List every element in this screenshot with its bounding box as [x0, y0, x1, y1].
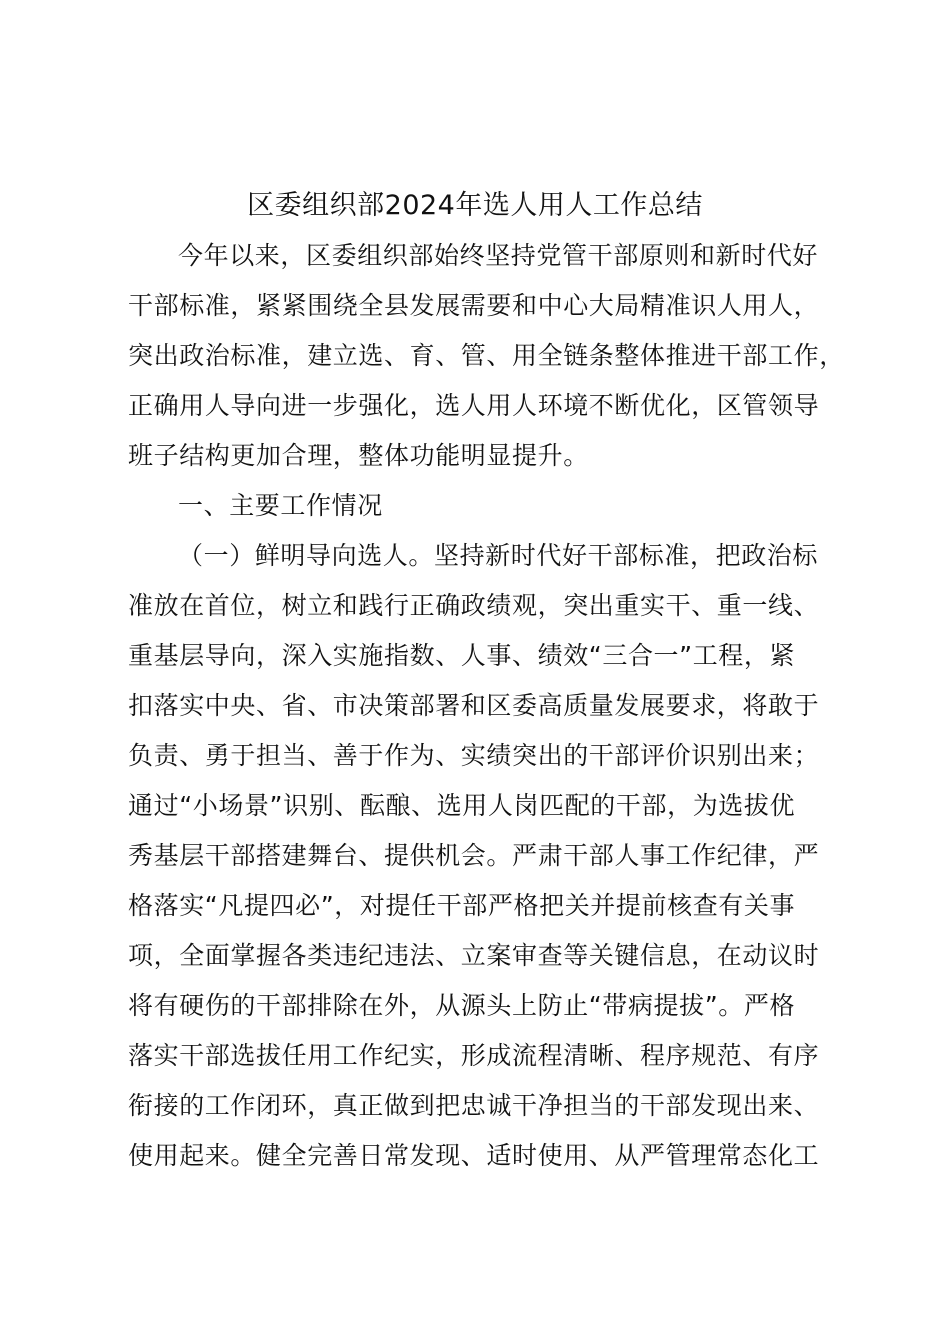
body-line: 将有硬伤的干部排除在外，从源头上防止“带病提拔”。严格 [128, 991, 796, 1020]
body-line: 扣落实中央、省、市决策部署和区委高质量发展要求，将敢于 [128, 691, 820, 720]
body-line: 使用起来。健全完善日常发现、适时使用、从严管理常态化工 [128, 1141, 820, 1170]
body-line: 重基层导向，深入实施指数、人事、绩效“三合一”工程，紧 [128, 641, 796, 670]
body-line: （一）鲜明导向选人。坚持新时代好干部标准，把政治标 [178, 541, 819, 570]
body-line: 项，全面掌握各类违纪违法、立案审查等关键信息，在动议时 [128, 941, 820, 970]
document-title: 区委组织部2024年选人用人工作总结 [247, 190, 703, 221]
body-line: 秀基层干部搭建舞台、提供机会。严肃干部人事工作纪律，严 [128, 841, 820, 870]
body-line: 衔接的工作闭环，真正做到把忠诚干净担当的干部发现出来、 [128, 1091, 820, 1120]
body-line: 格落实“凡提四必”，对提任干部严格把关并提前核查有关事 [128, 891, 796, 920]
body-line: 干部标准，紧紧围绕全县发展需要和中心大局精准识人用人， [128, 291, 820, 320]
body-line: 通过“小场景”识别、酝酿、选用人岗匹配的干部，为选拔优 [128, 791, 796, 820]
body-line: 班子结构更加合理，整体功能明显提升。 [128, 441, 589, 470]
section-heading: 一、主要工作情况 [178, 491, 383, 520]
body-line: 今年以来，区委组织部始终坚持党管干部原则和新时代好 [178, 241, 819, 270]
body-line: 突出政治标准，建立选、育、管、用全链条整体推进干部工作， [128, 341, 845, 370]
body-line: 正确用人导向进一步强化，选人用人环境不断优化，区管领导 [128, 391, 820, 420]
body-line: 负责、勇于担当、善于作为、实绩突出的干部评价识别出来； [128, 741, 820, 770]
body-line: 落实干部选拔任用工作纪实，形成流程清晰、程序规范、有序 [128, 1041, 820, 1070]
body-line: 准放在首位，树立和践行正确政绩观，突出重实干、重一线、 [128, 591, 820, 620]
